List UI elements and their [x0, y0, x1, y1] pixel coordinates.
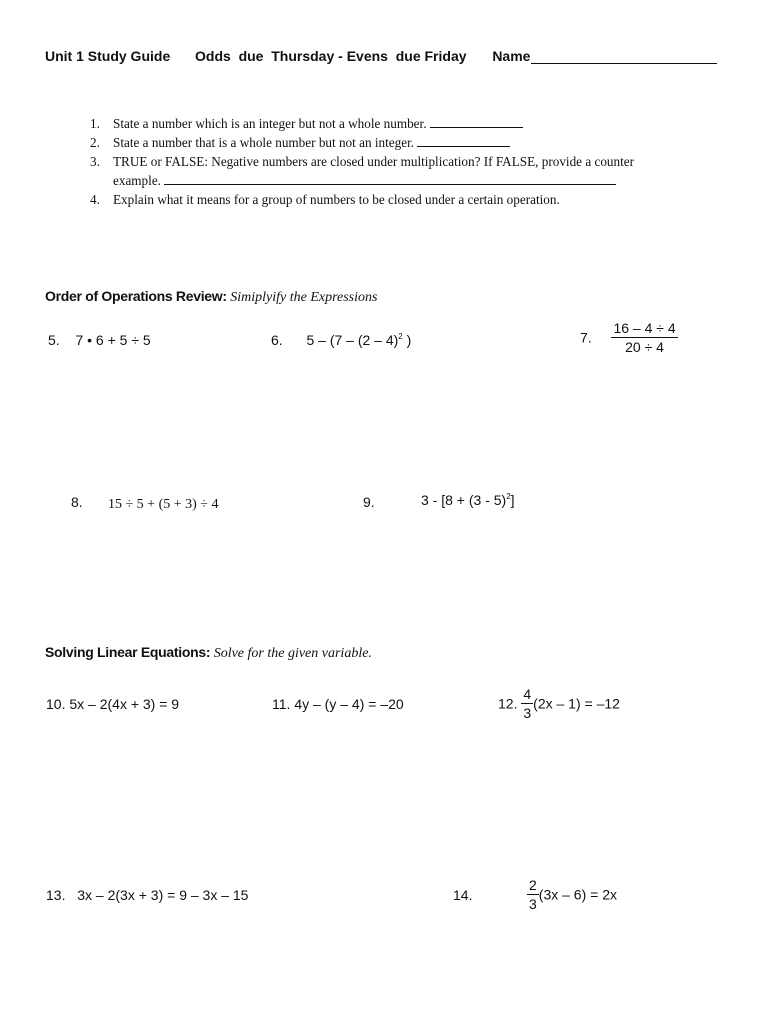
page-header: [45, 48, 717, 64]
name-label: Name: [492, 48, 531, 64]
due-dates: Odds due Thursday - Evens due Friday: [195, 48, 467, 64]
numerator: 4: [523, 686, 532, 702]
expression: (3x – 6) = 2x: [538, 886, 617, 903]
problem-9: 9.: [363, 494, 375, 510]
question-text: State a number that is a whole number but not an integer.: [113, 135, 415, 150]
linear-subheading: Solve for the given variable.: [213, 646, 372, 661]
denominator: 3: [529, 896, 537, 912]
fraction: [521, 685, 533, 722]
question-text: example.: [113, 173, 161, 188]
expression: 5x – 2(4x + 3) = 9: [69, 696, 180, 712]
expression: 3x – 2(3x + 3) = 9 – 3x – 15: [77, 887, 249, 903]
fraction: [611, 319, 677, 356]
expression: 4y – (y – 4) = –20: [294, 696, 404, 712]
problem-14-number: 14.: [453, 887, 473, 903]
problem-8-expression: 15 ÷ 5 + (5 + 3) ÷ 4: [108, 497, 219, 512]
guide-title: Unit 1 Study Guide: [45, 48, 171, 64]
numerator: 16 – 4 ÷ 4: [613, 320, 676, 336]
name-blank[interactable]: [531, 49, 717, 64]
question-3-continued: [113, 173, 616, 189]
order-ops-subheading: Simiplyify the Expressions: [230, 290, 378, 305]
fraction: [527, 876, 539, 913]
expression: 7 • 6 + 5 ÷ 5: [75, 332, 151, 348]
expression: 5 – (7 – (2 – 4)$^2$ ): [306, 332, 412, 348]
linear-heading: Solving Linear Equations: Solve for the given variable.: [45, 644, 372, 661]
answer-blank[interactable]: [430, 116, 523, 128]
answer-blank[interactable]: [164, 173, 616, 185]
question-text: Explain what it means for a group of numbers to be closed under a certain operation.: [113, 192, 560, 207]
problem-14: [527, 876, 617, 913]
denominator: 3: [523, 705, 532, 721]
question-text: State a number which is an integer but not a whole number.: [113, 116, 427, 131]
expression: (2x – 1) = –12: [533, 695, 620, 712]
problem-12: 12. $\frac{4}{3}$ (2x – 1) = –12: [498, 686, 620, 721]
problem-10: 10. 5x – 2(4x + 3) = 9: [46, 696, 180, 712]
question-text: TRUE or FALSE: Negative numbers are closed under multiplication? If FALSE, provide a counter: [113, 154, 635, 169]
denominator: 20 ÷ 4: [625, 339, 664, 355]
problem-7: 7. $\frac{16 - 4 \div 4}{20 \div 4}$: [580, 320, 676, 355]
problem-13: 13. 3x – 2(3x + 3) = 9 – 3x – 15: [46, 887, 249, 903]
problem-6: 6. 5 – (7 – (2 – 4)$^2$ ): [271, 332, 412, 348]
problem-9-expression: 3 - [8 + (3 - 5)$^2$]: [421, 492, 515, 508]
problem-5: 5. 7 • 6 + 5 ÷ 5: [48, 332, 151, 348]
order-ops-heading: Order of Operations Review: Simiplyify the Expressions: [45, 288, 378, 305]
answer-blank[interactable]: [417, 135, 510, 147]
problem-8: 8.: [71, 494, 83, 510]
problem-11: 11. 4y – (y – 4) = –20: [272, 696, 404, 712]
numerator: 2: [529, 877, 537, 893]
